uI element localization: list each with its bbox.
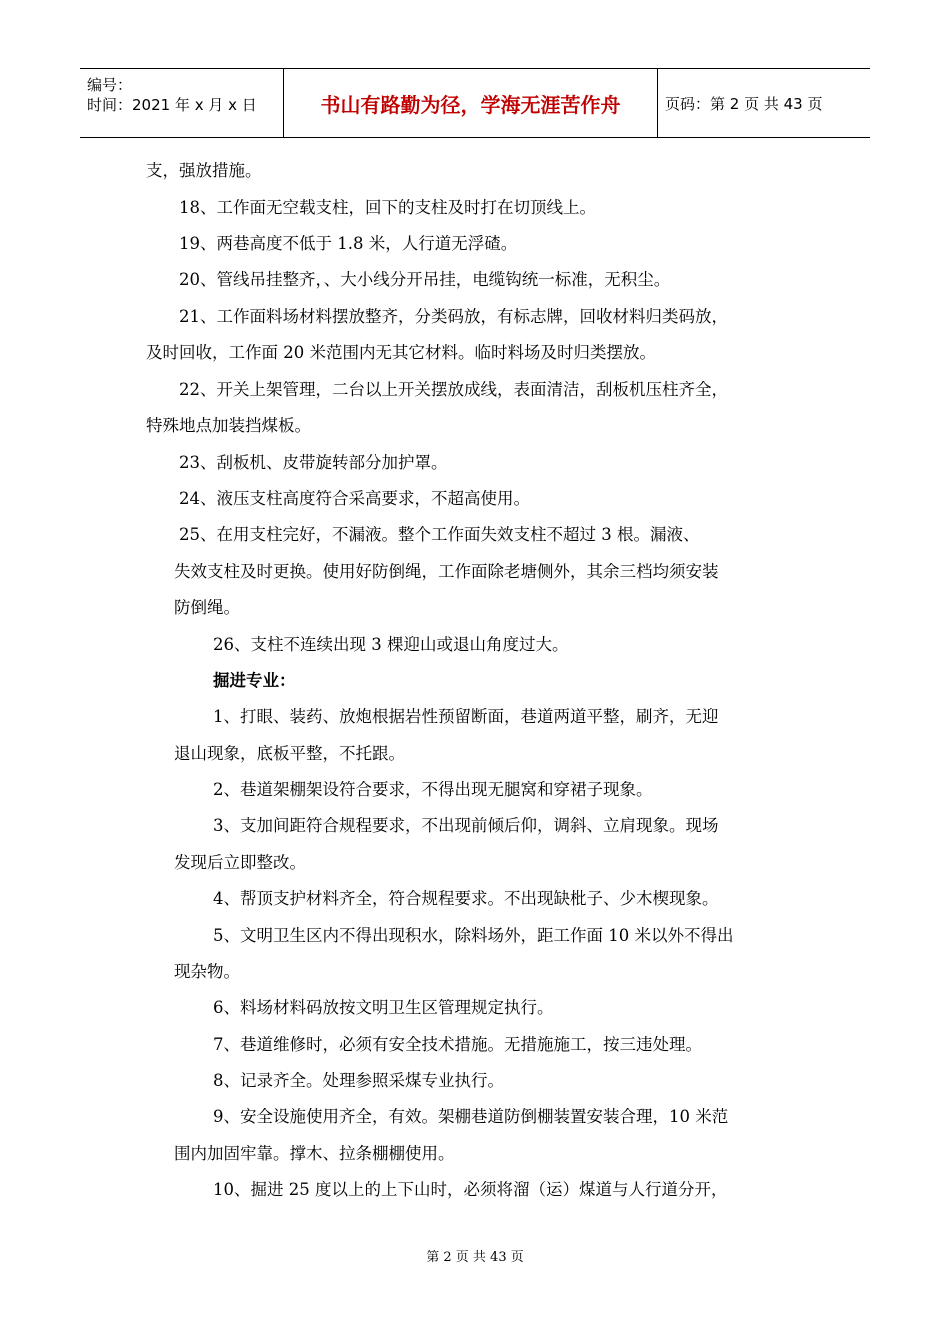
text-line: 25、在用支柱完好，不漏液。整个工作面失效支柱不超过 3 根。漏液、 — [179, 525, 700, 544]
text-line: 20、管线吊挂整齐，、大小线分开吊挂，电缆钩统一标准，无积尘。 — [179, 270, 671, 289]
text-line: 支，强放措施。 — [146, 161, 262, 180]
text-line: 及时回收，工作面 20 米范围内无其它材料。临时料场及时归类摆放。 — [146, 343, 656, 362]
text-line: 退山现象，底板平整，不托跟。 — [174, 744, 405, 763]
section-heading: 掘进专业： — [213, 671, 296, 690]
text-line: 23、刮板机、皮带旋转部分加护罩。 — [179, 453, 448, 472]
text-line: 10、掘进 25 度以上的上下山时，必须将溜（运）煤道与人行道分开， — [213, 1180, 728, 1199]
text-line: 24、液压支柱高度符合采高要求，不超高使用。 — [179, 489, 530, 508]
text-line: 18、工作面无空载支柱，回下的支柱及时打在切顶线上。 — [179, 198, 596, 217]
text-line: 5、文明卫生区内不得出现积水，除料场外，距工作面 10 米以外不得出 — [213, 926, 734, 945]
text-line: 22、开关上架管理，二台以上开关摆放成线，表面清洁，刮板机压柱齐全， — [179, 380, 728, 399]
text-line: 26、支柱不连续出现 3 棵迎山或退山角度过大。 — [213, 635, 569, 654]
text-line: 1、打眼、装药、放炮根据岩性预留断面，巷道两道平整，刷齐，无迎 — [213, 707, 719, 726]
text-line: 8、记录齐全。处理参照采煤专业执行。 — [213, 1071, 504, 1090]
text-line: 21、工作面料场材料摆放整齐，分类码放，有标志牌，回收材料归类码放， — [179, 307, 728, 326]
text-line: 19、两巷高度不低于 1.8 米，人行道无浮碴。 — [179, 234, 518, 253]
text-line: 围内加固牢靠。撑木、拉条棚棚使用。 — [174, 1144, 455, 1163]
document-number-label: 编号： — [87, 76, 133, 94]
text-line: 特殊地点加装挡煤板。 — [146, 416, 311, 435]
page-footer: 第 2 页 共 43 页 — [426, 1250, 524, 1265]
text-line: 6、料场材料码放按文明卫生区管理规定执行。 — [213, 998, 554, 1017]
header-motto: 书山有路勤为径，学海无涯苦作舟 — [284, 69, 658, 137]
text-line: 防倒绳。 — [174, 598, 240, 617]
text-line: 3、支加间距符合规程要求，不出现前倾后仰，调斜、立肩现象。现场 — [213, 816, 719, 835]
text-line: 9、安全设施使用齐全，有效。架棚巷道防倒棚装置安装合理，10 米范 — [213, 1107, 729, 1126]
text-line: 4、帮顶支护材料齐全，符合规程要求。不出现缺枇子、少木楔现象。 — [213, 889, 719, 908]
text-line: 2、巷道架棚架设符合要求，不得出现无腿窝和穿裙子现象。 — [213, 780, 653, 799]
text-line: 现杂物。 — [174, 962, 240, 981]
document-date-label: 时间：2021 年 x 月 x 日 — [87, 96, 257, 114]
text-line: 7、巷道维修时，必须有安全技术措施。无措施施工，按三违处理。 — [213, 1035, 702, 1054]
text-line: 发现后立即整改。 — [174, 853, 306, 872]
text-line: 失效支柱及时更换。使用好防倒绳，工作面除老塘侧外，其余三档均须安装 — [174, 562, 719, 581]
header-page-info: 页码：第 2 页 共 43 页 — [665, 94, 823, 113]
page-header — [80, 68, 870, 138]
header-meta-cell — [80, 69, 284, 137]
